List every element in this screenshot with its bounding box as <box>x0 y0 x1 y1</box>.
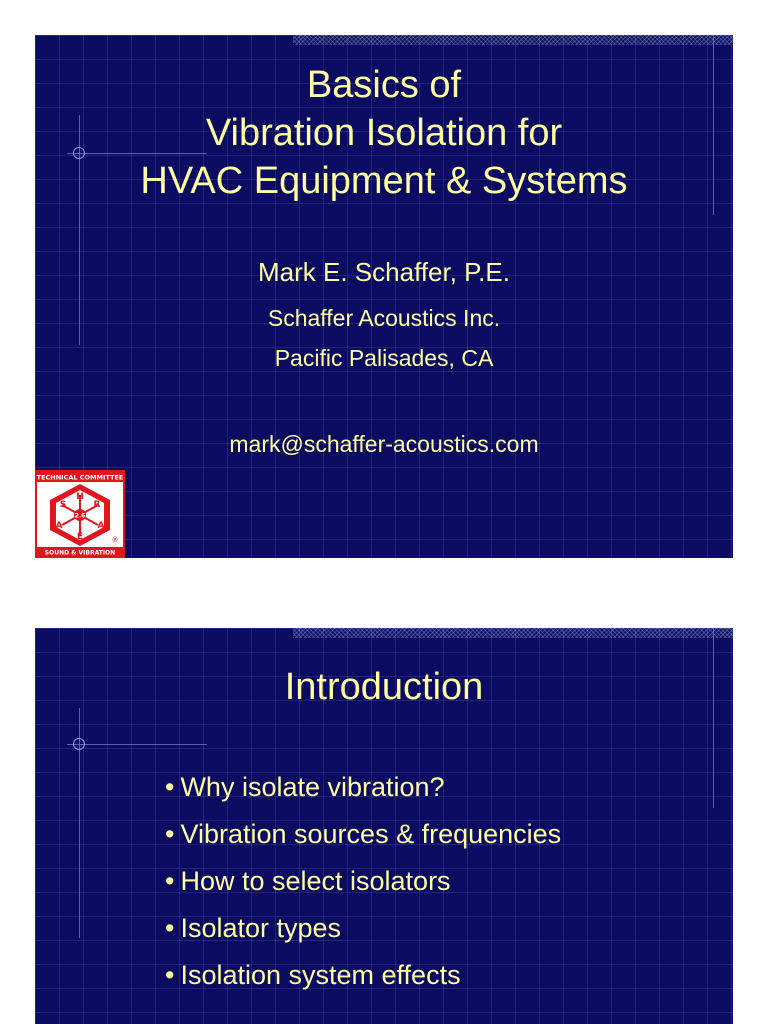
decor-horizontal-line <box>67 744 207 745</box>
logo-top-text: TECHNICAL COMMITTEE <box>36 473 124 482</box>
list-item: • How to select isolators <box>165 866 451 896</box>
logo-letter-r: R <box>93 500 101 510</box>
bullet-icon: • <box>165 866 175 896</box>
slide-title-line-1: Basics of <box>306 64 462 106</box>
crosshair-icon <box>73 738 85 750</box>
slide-header-pattern <box>293 628 733 638</box>
decor-vertical-line-right <box>713 628 714 808</box>
introduction-slide <box>35 628 733 1024</box>
logo-letter-h: H <box>76 492 84 502</box>
logo-number: 2.6 <box>74 512 86 520</box>
title-slide <box>35 35 733 558</box>
location: Pacific Palisades, CA <box>274 345 494 371</box>
slide-title-line-3: HVAC Equipment & Systems <box>140 160 628 202</box>
logo-registered-mark: ® <box>111 536 119 544</box>
slide-title-line-2: Vibration Isolation for <box>205 112 563 154</box>
ashrae-logo-icon <box>35 470 125 558</box>
logo-letter-e: E <box>76 532 84 542</box>
ashrae-tc-logo <box>35 470 125 558</box>
bullet-icon: • <box>165 819 175 849</box>
bullet-icon: • <box>165 913 175 943</box>
bullet-list <box>165 764 561 999</box>
list-item: • Vibration sources & frequencies <box>165 819 562 849</box>
email-address: mark@schaffer-acoustics.com <box>229 431 539 457</box>
logo-bottom-text: SOUND & VIBRATION <box>44 549 116 557</box>
slide-header-pattern <box>293 35 733 45</box>
list-item: • Isolator types <box>165 913 342 943</box>
slide-title: Introduction <box>284 666 484 708</box>
list-item: • Why isolate vibration? <box>165 772 445 802</box>
bullet-icon: • <box>165 772 175 802</box>
company-name: Schaffer Acoustics Inc. <box>267 305 501 331</box>
list-item: • Isolation system effects <box>165 960 461 990</box>
author-name: Mark E. Schaffer, P.E. <box>258 257 510 287</box>
logo-letter-s: S <box>59 500 67 510</box>
logo-letter-a1: A <box>55 521 63 531</box>
bullet-icon: • <box>165 960 175 990</box>
logo-letter-a2: A <box>97 521 105 531</box>
